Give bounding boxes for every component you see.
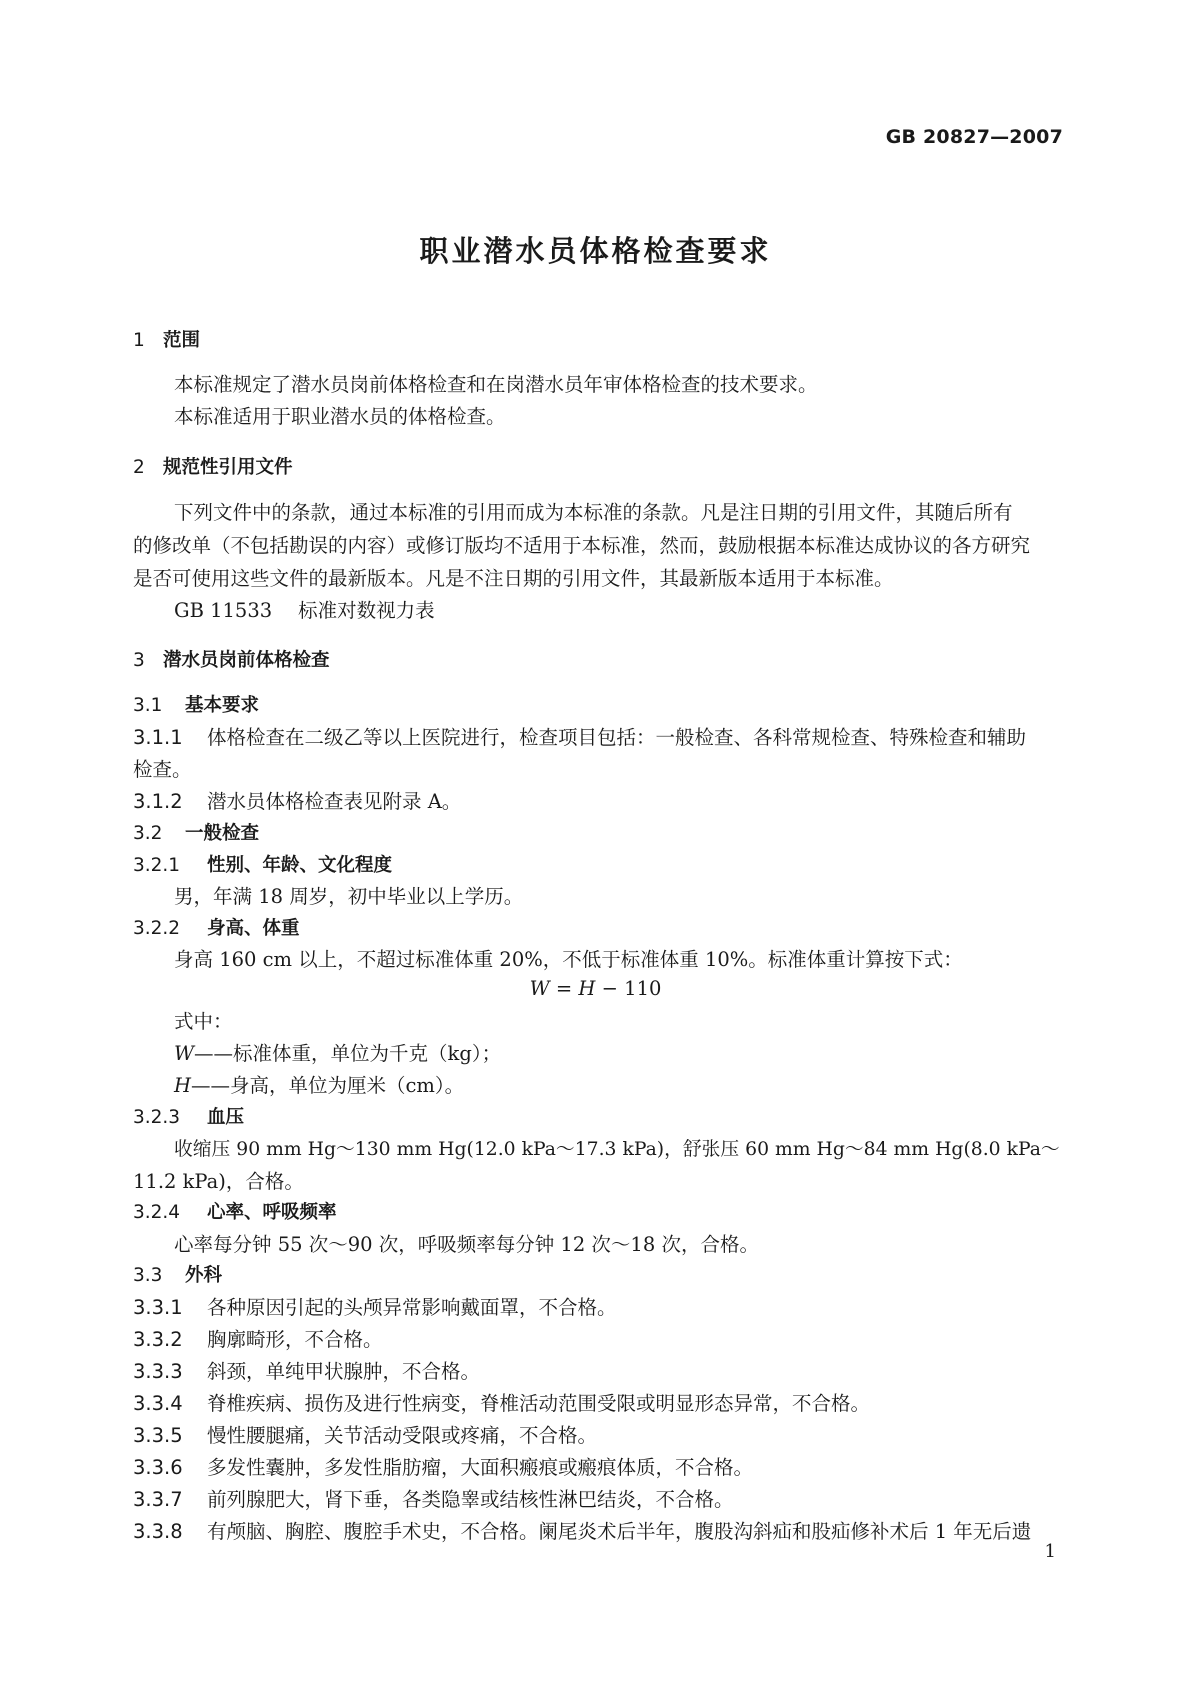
clause-3-3-4 bbox=[133, 1391, 870, 1417]
clause-number: 3.3.2 bbox=[133, 1328, 183, 1351]
formula-symbol-h: H bbox=[578, 977, 596, 1000]
clause-number: 3.2 bbox=[133, 823, 163, 844]
clause-text: 斜颈，单纯甲状腺肿，不合格。 bbox=[207, 1360, 481, 1383]
paragraph-line: 的修改单（不包括勘误的内容）或修订版均不适用于本标准，然而，鼓励根据本标准达成协议的各方研究 bbox=[133, 534, 1031, 557]
clause-number: 3.1.1 bbox=[133, 726, 183, 749]
section-number: 2 bbox=[133, 457, 145, 478]
paragraph: 本标准适用于职业潜水员的体格检查。 bbox=[174, 405, 506, 428]
clause-3-2-heading bbox=[133, 821, 259, 847]
clause-number: 3.3.7 bbox=[133, 1488, 183, 1511]
clause-text: 男，年满 18 周岁，初中毕业以上学历。 bbox=[174, 885, 524, 908]
clause-3-3-8 bbox=[133, 1519, 1031, 1545]
clause-number: 3.2.2 bbox=[133, 918, 181, 939]
symbol: W bbox=[174, 1042, 195, 1065]
clause-number: 3.3.5 bbox=[133, 1424, 183, 1447]
section-number: 3 bbox=[133, 650, 145, 671]
clause-number: 3.3.8 bbox=[133, 1520, 183, 1543]
symbol-definition-w bbox=[174, 1041, 501, 1067]
clause-text: 多发性囊肿，多发性脂肪瘤，大面积瘢痕或瘢痕体质，不合格。 bbox=[207, 1456, 754, 1479]
clause-text: 前列腺肥大，肾下垂，各类隐睾或结核性淋巴结炎，不合格。 bbox=[207, 1488, 734, 1511]
clause-3-2-2-heading bbox=[133, 916, 300, 942]
section-title: 潜水员岗前体格检查 bbox=[163, 650, 330, 671]
definition: ——标准体重，单位为千克（kg）； bbox=[194, 1042, 502, 1065]
clause-title: 心率、呼吸频率 bbox=[207, 1202, 337, 1223]
clause-text: 有颅脑、胸腔、腹腔手术史，不合格。阑尾炎术后半年，腹股沟斜疝和股疝修补术后 1 年无后遗 bbox=[207, 1520, 1032, 1543]
page-number: 1 bbox=[1044, 1541, 1056, 1562]
clause-text: 身高 160 cm 以上，不超过标准体重 20%，不低于标准体重 10%。标准体重计算按下式： bbox=[174, 948, 963, 971]
clause-number: 3.3.1 bbox=[133, 1296, 183, 1319]
clause-number: 3.3 bbox=[133, 1265, 163, 1286]
clause-text: 胸廓畸形，不合格。 bbox=[207, 1328, 383, 1351]
formula-equals: = bbox=[549, 977, 579, 1000]
clause-3-3-2 bbox=[133, 1327, 383, 1353]
clause-3-3-heading bbox=[133, 1263, 222, 1289]
clause-3-1-heading bbox=[133, 693, 259, 719]
symbol: H bbox=[174, 1074, 192, 1097]
clause-title: 一般检查 bbox=[185, 823, 260, 844]
symbol-definition-h bbox=[174, 1073, 464, 1099]
formula-constant: − 110 bbox=[595, 977, 662, 1000]
formula-symbol-w: W bbox=[529, 977, 550, 1000]
clause-text: 脊椎疾病、损伤及进行性病变，脊椎活动范围受限或明显形态异常，不合格。 bbox=[207, 1392, 871, 1415]
clause-text: 各种原因引起的头颅异常影响戴面罩，不合格。 bbox=[207, 1296, 617, 1319]
clause-3-3-1 bbox=[133, 1295, 617, 1321]
clause-number: 3.2.3 bbox=[133, 1107, 181, 1128]
clause-3-3-5 bbox=[133, 1423, 597, 1449]
clause-number: 3.3.6 bbox=[133, 1456, 183, 1479]
clause-title: 身高、体重 bbox=[207, 918, 300, 939]
section-number: 1 bbox=[133, 330, 145, 351]
clause-number: 3.3.3 bbox=[133, 1360, 183, 1383]
standard-weight-formula bbox=[0, 976, 1191, 1002]
clause-continuation: 11.2 kPa)，合格。 bbox=[133, 1170, 304, 1193]
section-1-heading bbox=[133, 328, 200, 354]
clause-3-2-4-heading bbox=[133, 1200, 337, 1226]
clause-continuation: 检查。 bbox=[133, 758, 192, 781]
section-3-heading bbox=[133, 648, 330, 674]
clause-3-3-3 bbox=[133, 1359, 480, 1385]
standard-number: GB 20827—2007 bbox=[885, 126, 1063, 148]
clause-number: 3.2.1 bbox=[133, 855, 181, 876]
section-2-heading bbox=[133, 455, 293, 481]
section-title: 范围 bbox=[163, 330, 201, 351]
definition: ——身高，单位为厘米（cm）。 bbox=[191, 1074, 465, 1097]
clause-3-2-3-heading bbox=[133, 1105, 244, 1131]
clause-text: 心率每分钟 55 次～90 次，呼吸频率每分钟 12 次～18 次，合格。 bbox=[174, 1233, 759, 1256]
document-title: 职业潜水员体格检查要求 bbox=[419, 234, 772, 268]
reference-title: 标准对数视力表 bbox=[298, 599, 435, 622]
paragraph-line: 是否可使用这些文件的最新版本。凡是不注日期的引用文件，其最新版本适用于本标准。 bbox=[133, 567, 894, 590]
clause-3-3-7 bbox=[133, 1487, 734, 1513]
clause-title: 性别、年龄、文化程度 bbox=[207, 855, 393, 876]
clause-number: 3.2.4 bbox=[133, 1202, 181, 1223]
clause-title: 外科 bbox=[185, 1265, 223, 1286]
paragraph-line: 下列文件中的条款，通过本标准的引用而成为本标准的条款。凡是注日期的引用文件，其随后所有 bbox=[174, 501, 1013, 524]
clause-number: 3.3.4 bbox=[133, 1392, 183, 1415]
clause-title: 血压 bbox=[207, 1107, 245, 1128]
where-label: 式中： bbox=[174, 1010, 233, 1033]
clause-3-1-1 bbox=[133, 725, 1026, 751]
normative-reference bbox=[174, 598, 435, 624]
clause-3-1-2 bbox=[133, 789, 461, 815]
clause-3-2-1-heading bbox=[133, 853, 392, 879]
clause-number: 3.1.2 bbox=[133, 790, 183, 813]
clause-3-3-6 bbox=[133, 1455, 753, 1481]
clause-number: 3.1 bbox=[133, 695, 163, 716]
clause-title: 基本要求 bbox=[185, 695, 260, 716]
clause-text: 体格检查在二级乙等以上医院进行，检查项目包括：一般检查、各科常规检查、特殊检查和辅助 bbox=[207, 726, 1027, 749]
reference-code: GB 11533 bbox=[174, 599, 273, 622]
clause-text: 收缩压 90 mm Hg～130 mm Hg(12.0 kPa～17.3 kPa)，舒张压 60 mm Hg～84 mm Hg(8.0 kPa～ bbox=[174, 1139, 1060, 1160]
section-title: 规范性引用文件 bbox=[163, 457, 293, 478]
paragraph: 本标准规定了潜水员岗前体格检查和在岗潜水员年审体格检查的技术要求。 bbox=[174, 373, 818, 396]
clause-text: 慢性腰腿痛，关节活动受限或疼痛，不合格。 bbox=[207, 1424, 598, 1447]
clause-text: 潜水员体格检查表见附录 A。 bbox=[207, 790, 462, 813]
